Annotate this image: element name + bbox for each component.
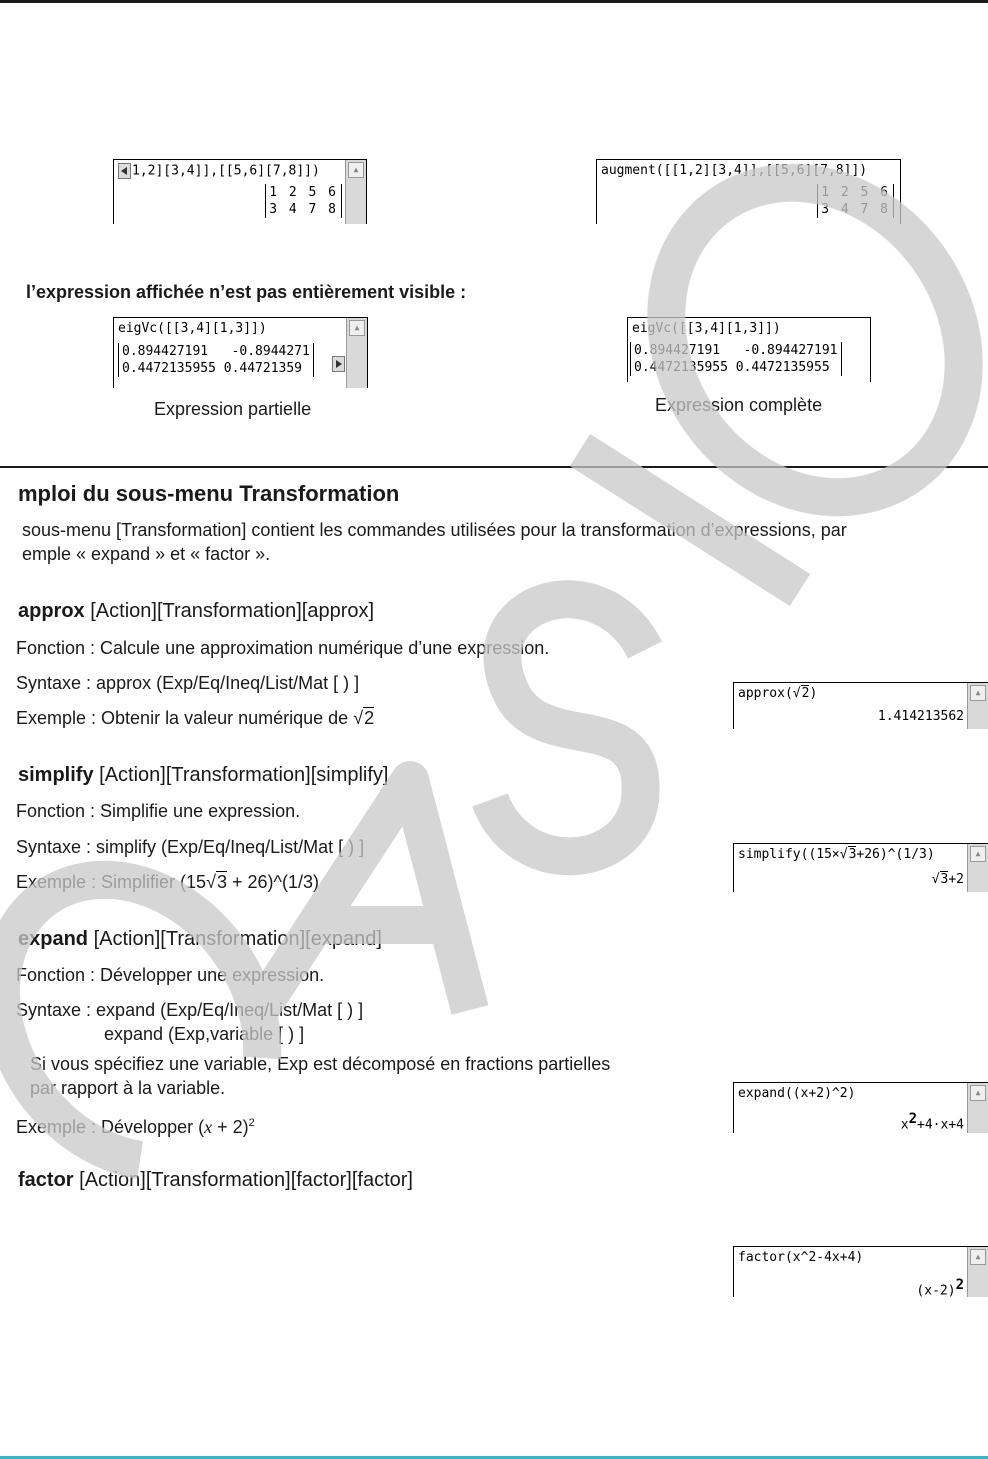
screen-simplify bbox=[733, 843, 988, 892]
scrollbar[interactable] bbox=[967, 683, 988, 729]
approx-syntax: Syntaxe : approx (Exp/Eq/Ineq/List/Mat [ ) ] bbox=[16, 673, 360, 693]
matrix: 1 2 5 6 3 4 7 8 bbox=[817, 184, 894, 218]
section-intro-line2: emple « expand » et « factor ». bbox=[22, 544, 271, 564]
scrollbar[interactable] bbox=[346, 318, 367, 388]
screen-output-matrix bbox=[118, 343, 314, 377]
scroll-up-icon[interactable]: ▲ bbox=[970, 1085, 986, 1101]
scroll-up-icon[interactable]: ▲ bbox=[970, 685, 986, 701]
screen-output: $x^2+4\cdot x+4$ bbox=[900, 1111, 964, 1133]
screen-input: factor(x^2-4x+4) bbox=[738, 1250, 864, 1265]
scroll-up-icon[interactable]: ▲ bbox=[970, 846, 986, 862]
screen-input: eigVc([[3,4][1,3]]) bbox=[632, 321, 781, 336]
screen-eigvc-full bbox=[627, 317, 871, 382]
expand-example: Exemple : Développer $(x + 2)^2$ bbox=[16, 1117, 255, 1137]
factor-heading: factor [Action][Transformation][factor][factor] bbox=[18, 1169, 413, 1191]
matrix: 0.894427191 -0.894427191 0.4472135955 0.4472135955 bbox=[630, 342, 842, 376]
screen-input: eigVc([[3,4][1,3]]) bbox=[118, 321, 267, 336]
screen-input: 1,2][3,4]],[[5,6][7,8]]) bbox=[118, 163, 320, 179]
section-divider bbox=[0, 466, 988, 468]
matrix: 1 2 5 6 3 4 7 8 bbox=[265, 184, 342, 218]
expand-syntax-2: expand (Exp,variable [ ) ] bbox=[104, 1024, 305, 1044]
scroll-left-icon[interactable] bbox=[118, 163, 131, 179]
scroll-right-icon[interactable] bbox=[332, 356, 345, 372]
approx-function: Fonction : Calcule une approximation numérique d’une expression. bbox=[16, 638, 550, 658]
approx-example: Exemple : Obtenir la valeur numérique de √2 bbox=[16, 708, 375, 728]
caption-full: Expression complète bbox=[655, 395, 823, 415]
scrollbar[interactable] bbox=[967, 844, 988, 892]
screen-output-matrix bbox=[817, 184, 894, 218]
expand-syntax-1: Syntaxe : expand (Exp/Eq/Ineq/List/Mat [ ) ] bbox=[16, 1000, 364, 1020]
section-title: mploi du sous-menu Transformation bbox=[18, 481, 400, 506]
screen-factor bbox=[733, 1246, 988, 1297]
screen-output-matrix bbox=[630, 342, 842, 376]
scrollbar[interactable] bbox=[967, 1083, 988, 1133]
screen-augment-full bbox=[596, 159, 901, 224]
simplify-example: Exemple : Simplifier (15√3 + 26)^(1/3) bbox=[16, 872, 319, 892]
screen-output: $(x-2)^2$ bbox=[916, 1277, 964, 1297]
screen-input: augment([[1,2][3,4]],[[5,6][7,8]]) bbox=[601, 163, 868, 178]
top-rule bbox=[0, 0, 988, 3]
screen-expand bbox=[733, 1082, 988, 1133]
screen-input: simplify((15×√3+26)^(1/3) bbox=[738, 847, 935, 862]
approx-heading: approx [Action][Transformation][approx] bbox=[18, 600, 375, 622]
screen-output: 1.414213562 bbox=[877, 709, 964, 724]
screen-approx bbox=[733, 682, 988, 729]
screen-augment-partial bbox=[113, 159, 367, 224]
expand-note-1: Si vous spécifiez une variable, Exp est décomposé en fractions partielles bbox=[30, 1054, 611, 1074]
scroll-up-icon[interactable]: ▲ bbox=[970, 1249, 986, 1265]
section-intro-line1: sous-menu [Transformation] contient les commandes utilisées pour la transformation d’expressions, par bbox=[22, 520, 847, 540]
screen-input: expand((x+2)^2) bbox=[738, 1086, 856, 1101]
scrollbar[interactable] bbox=[345, 160, 366, 224]
expand-function: Fonction : Développer une expression. bbox=[16, 965, 325, 985]
screen-output-matrix bbox=[265, 184, 342, 218]
simplify-syntax: Syntaxe : simplify (Exp/Eq/Ineq/List/Mat [ ) ] bbox=[16, 837, 365, 857]
caption-partial: Expression partielle bbox=[154, 399, 312, 419]
screen-output: √3+2 bbox=[931, 872, 964, 887]
scroll-up-icon[interactable]: ▲ bbox=[349, 320, 365, 336]
simplify-function: Fonction : Simplifie une expression. bbox=[16, 801, 301, 821]
screen-input: approx(√2) bbox=[738, 686, 818, 701]
expand-note-2: par rapport à la variable. bbox=[30, 1078, 226, 1098]
expand-heading: expand [Action][Transformation][expand] bbox=[18, 928, 382, 950]
scrollbar[interactable] bbox=[967, 1247, 988, 1297]
matrix: 0.894427191 -0.8944271 0.4472135955 0.44721359 bbox=[118, 343, 314, 377]
partial-heading: l’expression affichée n’est pas entièrement visible : bbox=[26, 282, 467, 302]
screen-eigvc-partial bbox=[113, 317, 368, 388]
scroll-up-icon[interactable]: ▲ bbox=[348, 162, 364, 178]
simplify-heading: simplify [Action][Transformation][simplify] bbox=[18, 764, 389, 786]
